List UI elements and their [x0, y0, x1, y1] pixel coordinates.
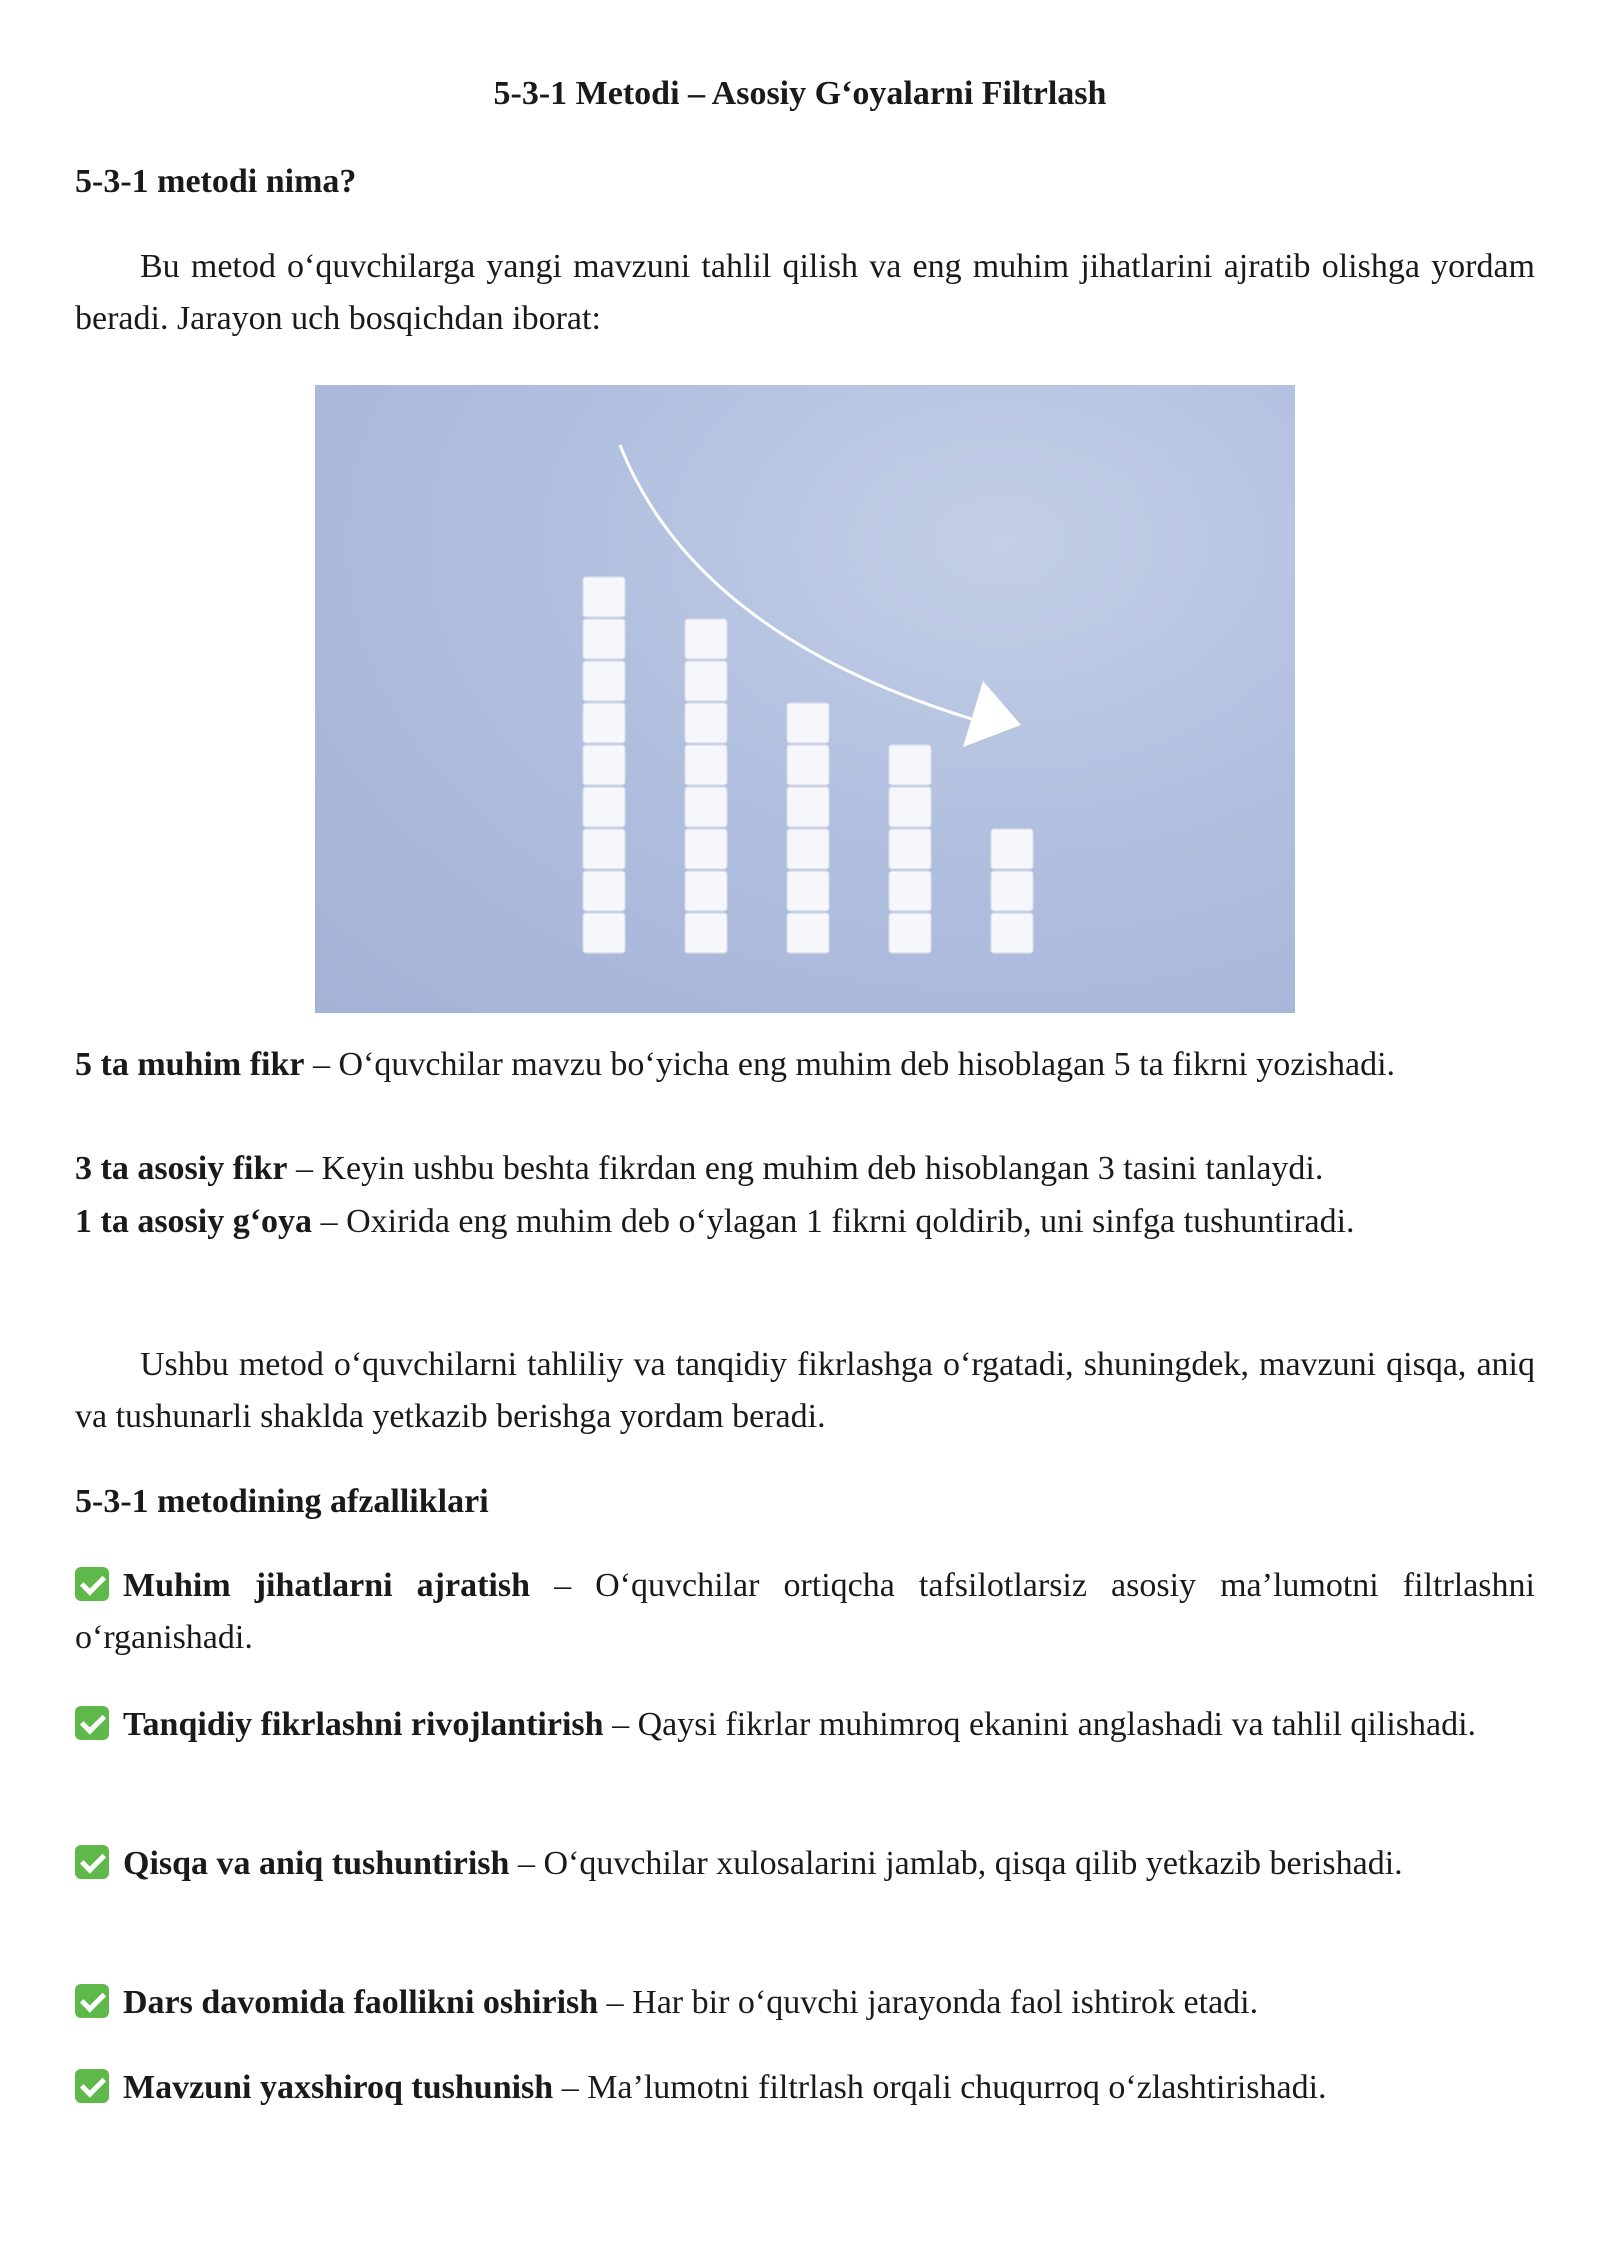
- intro-paragraph: Bu metod o‘quvchilarga yangi mavzuni tahlil qilish va eng muhim jihatlarini ajratib olishga yordam beradi. Jarayon uch bosqichdan iborat:: [75, 248, 1535, 337]
- sugar-cube: [889, 745, 931, 785]
- sugar-cube: [583, 661, 625, 701]
- cube-column: [583, 577, 625, 953]
- step-label: 5 ta muhim fikr: [75, 1046, 305, 1083]
- sugar-cube: [583, 745, 625, 785]
- step-text: – Keyin ushbu beshta fikrdan eng muhim deb hisoblangan 3 tasini tanlaydi.: [287, 1150, 1324, 1187]
- benefit-label: Muhim jihatlarni ajratish: [123, 1567, 531, 1604]
- step-item: [75, 1143, 1535, 1195]
- benefit-text: – Har bir o‘quvchi jarayonda faol ishtirok etadi.: [598, 1984, 1259, 2021]
- sugar-cube: [685, 913, 727, 953]
- sugar-cube: [685, 619, 727, 659]
- benefit-item: [75, 1699, 1535, 1751]
- sugar-cube: [583, 787, 625, 827]
- sugar-cube: [787, 787, 829, 827]
- decreasing-columns-illustration: [315, 385, 1295, 1013]
- sugar-cube: [889, 829, 931, 869]
- sugar-cube: [991, 913, 1033, 953]
- section-heading-benefits: 5-3-1 metodining afzalliklari: [75, 1483, 489, 1520]
- sugar-cube: [583, 913, 625, 953]
- step-text: – Oxirida eng muhim deb o‘ylagan 1 fikrni qoldirib, uni sinfga tushuntiradi.: [312, 1203, 1355, 1240]
- sugar-cube: [889, 913, 931, 953]
- check-icon: [75, 1984, 109, 2018]
- sugar-cube: [991, 829, 1033, 869]
- sugar-cube: [685, 829, 727, 869]
- sugar-cube: [685, 871, 727, 911]
- sugar-cube: [889, 871, 931, 911]
- sugar-cube: [991, 871, 1033, 911]
- check-icon: [75, 1567, 109, 1601]
- benefit-label: Mavzuni yaxshiroq tushunish: [123, 2069, 554, 2106]
- arrow-head-icon: [963, 681, 1021, 747]
- step-text: – O‘quvchilar mavzu bo‘yicha eng muhim deb hisoblagan 5 ta fikrni yozishadi.: [304, 1046, 1396, 1083]
- benefit-item: [75, 1560, 1535, 1664]
- sugar-cube: [685, 787, 727, 827]
- sugar-cube: [787, 745, 829, 785]
- cube-column: [787, 703, 829, 953]
- sugar-cube: [583, 703, 625, 743]
- sugar-cube: [685, 703, 727, 743]
- curved-arrow-line: [620, 445, 975, 720]
- benefit-label: Tanqidiy fikrlashni rivojlantirish: [123, 1706, 604, 1743]
- sugar-cube: [787, 913, 829, 953]
- benefit-item: [75, 1838, 1535, 1890]
- sugar-cube: [685, 745, 727, 785]
- sugar-cube: [583, 577, 625, 617]
- benefit-label: Dars davomida faollikni oshirish: [123, 1984, 599, 2021]
- sugar-cube: [583, 829, 625, 869]
- summary-paragraph: Ushbu metod o‘quvchilarni tahliliy va tanqidiy fikrlashga o‘rgatadi, shuningdek, mavzuni qisqa, aniq va tushunarli shaklda yetkazib berishga yordam beradi.: [75, 1346, 1535, 1435]
- step-item: [75, 1196, 1535, 1248]
- step-label: 1 ta asosiy g‘oya: [75, 1203, 313, 1240]
- benefit-text: – Ma’lumotni filtrlash orqali chuqurroq o‘zlashtirishadi.: [553, 2069, 1327, 2106]
- step-label: 3 ta asosiy fikr: [75, 1150, 288, 1187]
- sugar-cube-chart-icon: [315, 385, 1295, 1013]
- benefit-label: Qisqa va aniq tushuntirish: [123, 1845, 510, 1882]
- cube-column: [685, 619, 727, 953]
- check-icon: [75, 1706, 109, 1740]
- benefit-text: – O‘quvchilar xulosalarini jamlab, qisqa qilib yetkazib berishadi.: [509, 1845, 1403, 1882]
- step-item: [75, 1039, 1535, 1091]
- benefit-text: – Qaysi fikrlar muhimroq ekanini anglashadi va tahlil qilishadi.: [603, 1706, 1477, 1743]
- benefit-item: [75, 1977, 1535, 2029]
- sugar-cube: [583, 619, 625, 659]
- sugar-cube: [787, 703, 829, 743]
- cube-column: [991, 829, 1033, 953]
- sugar-cube: [787, 829, 829, 869]
- check-icon: [75, 2069, 109, 2103]
- page-title: 5-3-1 Metodi – Asosiy G‘oyalarni Filtrlash: [493, 75, 1107, 112]
- sugar-cube: [583, 871, 625, 911]
- cube-column: [889, 745, 931, 953]
- sugar-cube: [787, 871, 829, 911]
- sugar-cube: [685, 661, 727, 701]
- benefit-text: – O‘quvchilar ortiqcha tafsilotlarsiz asosiy ma’lumotni filtrlashni o‘rganishadi.: [75, 1567, 1535, 1656]
- section-heading-what: 5-3-1 metodi nima?: [75, 163, 357, 200]
- benefit-item: [75, 2062, 1535, 2114]
- sugar-cube: [889, 787, 931, 827]
- check-icon: [75, 1845, 109, 1879]
